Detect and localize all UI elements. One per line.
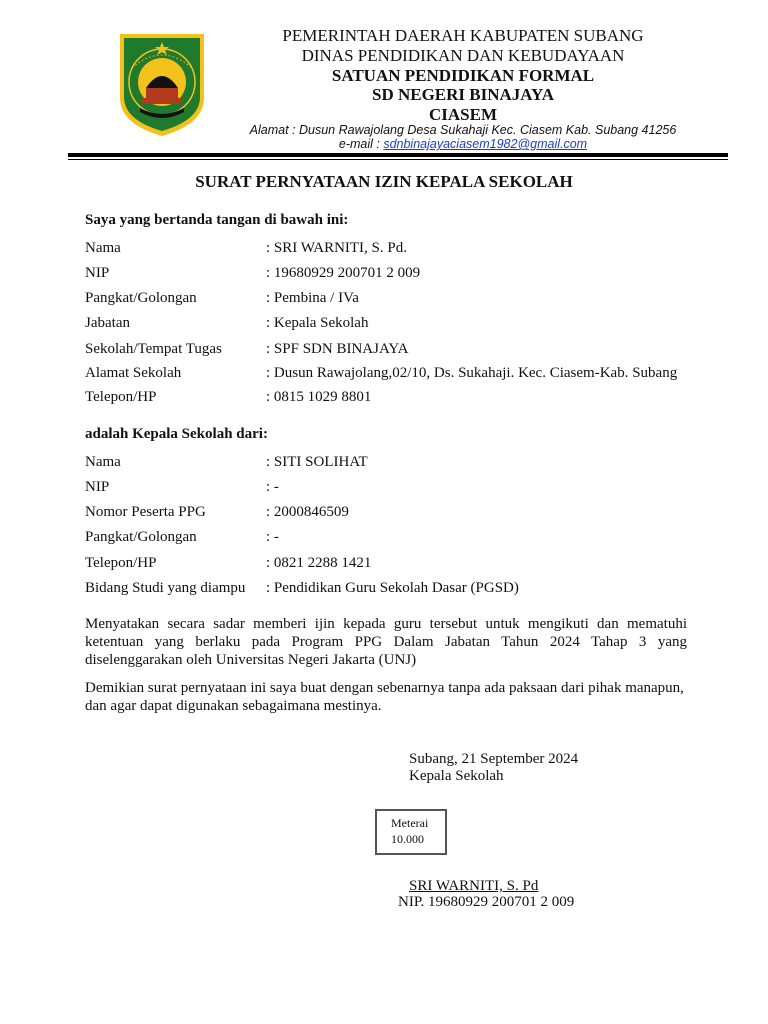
- field-label: Nama: [85, 454, 121, 470]
- field-label: NIP: [85, 265, 110, 281]
- field-value: : 0821 2288 1421: [266, 555, 372, 571]
- letterhead-government: PEMERINTAH DAERAH KABUPATEN SUBANG: [282, 26, 644, 45]
- field-label: Bidang Studi yang diampu: [85, 580, 246, 596]
- letterhead-email-line: [228, 137, 698, 151]
- signer-name: SRI WARNITI, S. Pd: [409, 878, 539, 894]
- field-value: : 2000846509: [266, 504, 349, 520]
- signer-nip: NIP. 19680929 200701 2 009: [398, 894, 575, 910]
- letterhead-unit: SATUAN PENDIDIKAN FORMAL: [331, 66, 595, 85]
- statement-paragraph: Menyatakan secara sadar memberi ijin kepada guru tersebut untuk mengikuti dan mematuhi ketentuan yang berlaku pada Program PPG Dalam Jabatan Tahun 2024 Tahap 3 yang diselenggarakan oleh Universitas Negeri Jakarta (UNJ): [85, 616, 687, 668]
- letterhead-department: DINAS PENDIDIKAN DAN KEBUDAYAAN: [301, 46, 625, 65]
- field-label: Jabatan: [85, 315, 130, 331]
- letterhead-city: CIASEM: [428, 105, 497, 124]
- revenue-stamp-box: [375, 809, 447, 855]
- letterhead-school-name: SD NEGERI BINAJAYA: [371, 85, 555, 104]
- field-value: : 19680929 200701 2 009: [266, 265, 421, 281]
- field-label: Nomor Peserta PPG: [85, 504, 206, 520]
- field-value: : -: [266, 479, 279, 495]
- field-label: Telepon/HP: [85, 389, 157, 405]
- field-label: Alamat Sekolah: [85, 365, 182, 381]
- letterhead-divider-thin: [68, 159, 728, 160]
- field-value: : SITI SOLIHAT: [266, 454, 368, 470]
- field-value: : Pendidikan Guru Sekolah Dasar (PGSD): [266, 580, 519, 596]
- signature-position: Kepala Sekolah: [409, 768, 504, 784]
- field-label: Pangkat/Golongan: [85, 290, 197, 306]
- field-value: : 0815 1029 8801: [266, 389, 372, 405]
- field-value: : SRI WARNITI, S. Pd.: [266, 240, 407, 256]
- stamp-label: Meterai: [391, 816, 429, 830]
- field-value: : Kepala Sekolah: [266, 315, 369, 331]
- field-label: Nama: [85, 240, 121, 256]
- teacher-section-heading: adalah Kepala Sekolah dari:: [85, 426, 268, 442]
- letterhead-divider-thick: [68, 153, 728, 157]
- field-value: : Dusun Rawajolang,02/10, Ds. Sukahaji. Kec. Ciasem-Kab. Subang: [266, 365, 678, 381]
- district-emblem-logo: [112, 28, 212, 140]
- field-value: : -: [266, 529, 279, 545]
- email-label: e-mail :: [338, 137, 384, 151]
- principal-section-heading: Saya yang bertanda tangan di bawah ini:: [85, 212, 349, 228]
- stamp-value: 10.000: [391, 832, 424, 846]
- field-label: Sekolah/Tempat Tugas: [85, 341, 222, 357]
- closing-paragraph: Demikian surat pernyataan ini saya buat dengan sebenarnya tanpa ada paksaan dari pihak manapun, dan agar dapat digunakan sebagaimana mestinya.: [85, 680, 684, 714]
- field-label: Telepon/HP: [85, 555, 157, 571]
- field-label: NIP: [85, 479, 110, 495]
- document-title: SURAT PERNYATAAN IZIN KEPALA SEKOLAH: [195, 172, 573, 191]
- letterhead-address: Alamat : Dusun Rawajolang Desa Sukahaji Kec. Ciasem Kab. Subang 41256: [249, 123, 677, 137]
- field-value: : Pembina / IVa: [266, 290, 359, 306]
- field-value: : SPF SDN BINAJAYA: [266, 341, 409, 357]
- signature-place-date: Subang, 21 September 2024: [409, 751, 579, 767]
- email-link[interactable]: sdnbinajayaciasem1982@gmail.com: [383, 137, 588, 151]
- field-label: Pangkat/Golongan: [85, 529, 197, 545]
